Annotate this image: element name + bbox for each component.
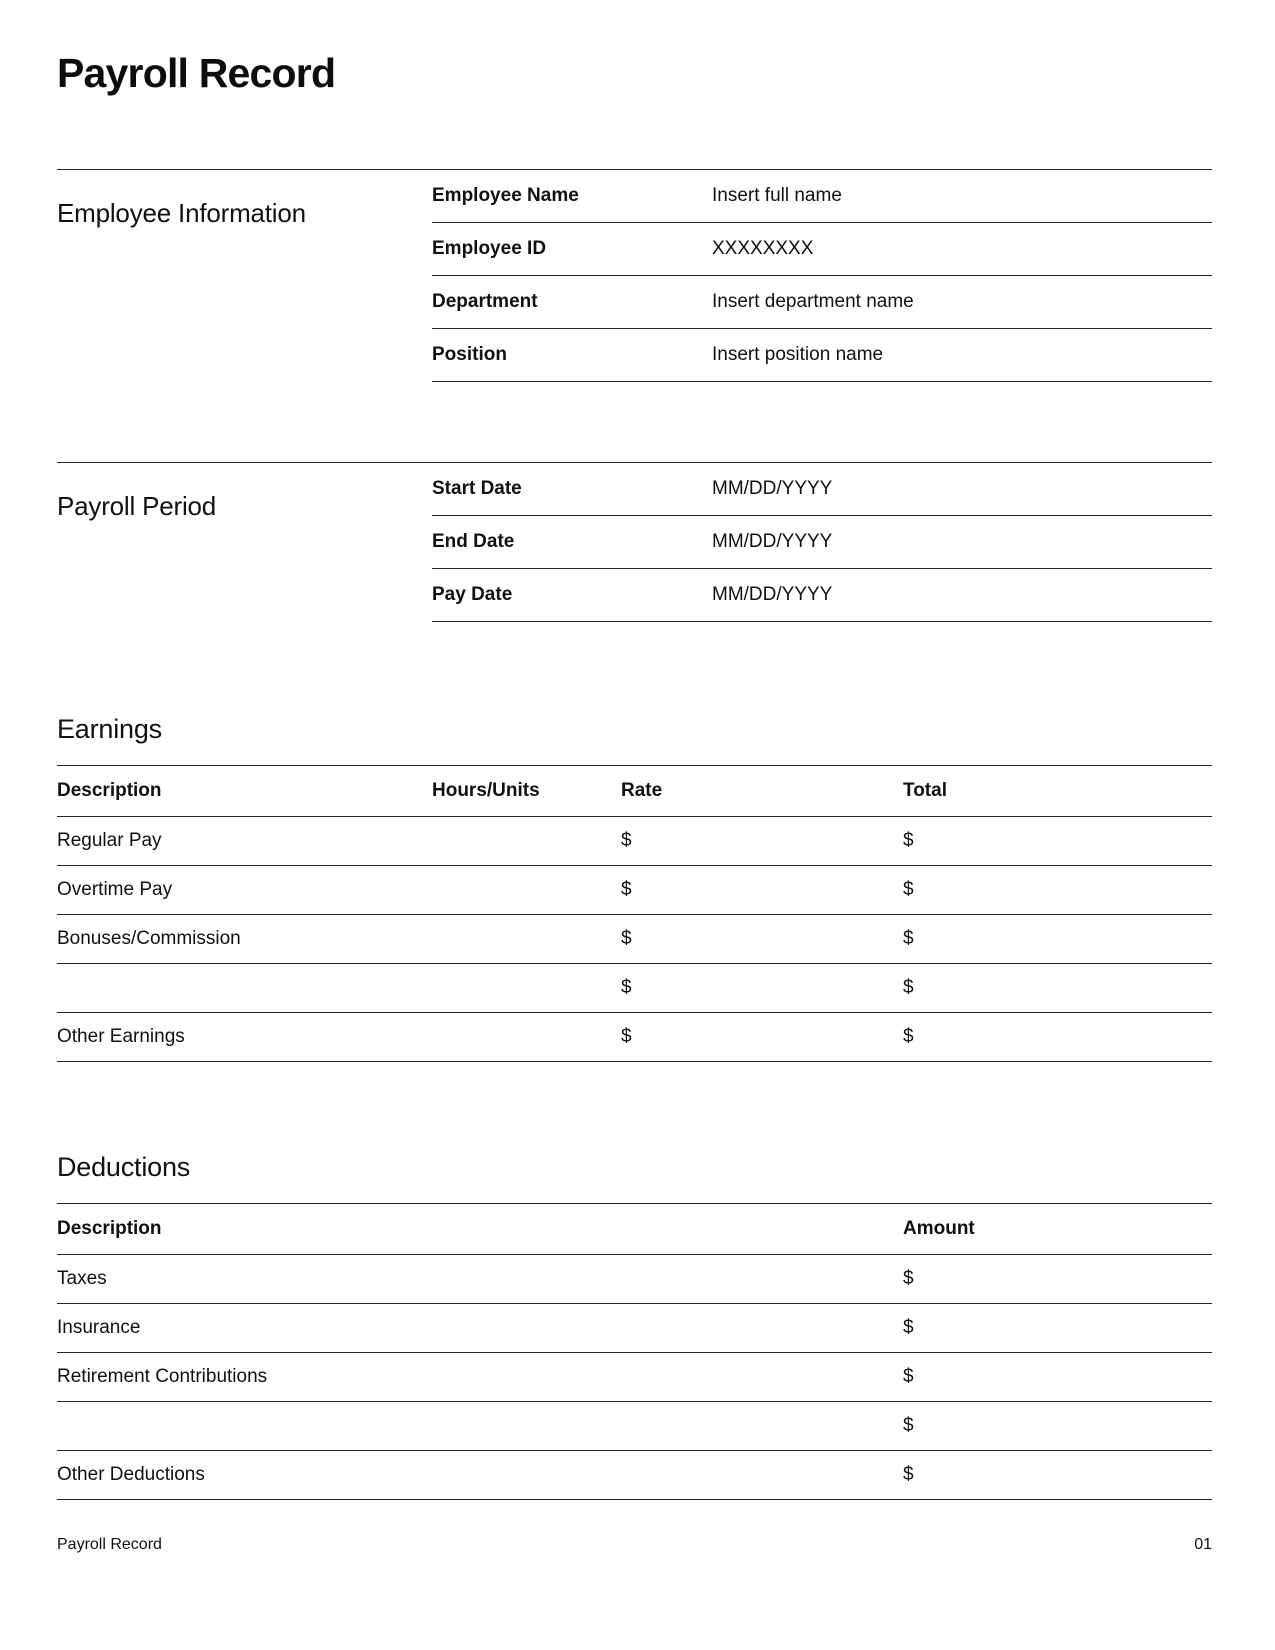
deductions-description: Other Deductions [57,1464,205,1486]
deductions-col-amount: Amount [903,1218,975,1240]
end-date-value: MM/DD/YYYY [712,531,833,553]
deductions-amount: $ [903,1317,914,1339]
field-row-pay-date [432,569,1212,622]
pay-date-label: Pay Date [432,584,513,606]
field-row-department [432,276,1212,329]
earnings-table [57,765,1212,1062]
earnings-title: Earnings [57,714,162,745]
employee-id-value: XXXXXXXX [712,238,814,260]
earnings-row-blank [57,964,1212,1013]
earnings-row-bonuses-commission [57,915,1212,964]
deductions-row-insurance [57,1304,1212,1353]
earnings-description: Other Earnings [57,1026,185,1048]
earnings-description [57,977,432,999]
department-label: Department [432,291,538,313]
earnings-total: $ [903,879,914,901]
footer-document-name: Payroll Record [57,1536,162,1553]
employee-information-section [57,169,1212,382]
earnings-hours-units [432,977,621,999]
pay-date-value: MM/DD/YYYY [712,584,833,606]
earnings-row-regular-pay [57,817,1212,866]
deductions-description [57,1415,903,1437]
earnings-row-overtime-pay [57,866,1212,915]
earnings-rate: $ [621,928,632,950]
earnings-total: $ [903,977,914,999]
department-value: Insert department name [712,291,914,313]
deductions-row-blank [57,1402,1212,1451]
deductions-amount: $ [903,1464,914,1486]
earnings-rate: $ [621,879,632,901]
earnings-col-hours-units: Hours/Units [432,780,540,802]
field-row-end-date [432,516,1212,569]
field-row-employee-name [432,170,1212,223]
employee-id-label: Employee ID [432,238,547,260]
start-date-label: Start Date [432,478,522,500]
deductions-description: Taxes [57,1268,107,1290]
payroll-period-section [57,462,1212,622]
earnings-total: $ [903,1026,914,1048]
payroll-period-fields [432,463,1212,622]
page-title: Payroll Record [57,50,336,96]
end-date-label: End Date [432,531,515,553]
start-date-value: MM/DD/YYYY [712,478,833,500]
earnings-col-total: Total [903,780,947,802]
deductions-table [57,1203,1212,1500]
employee-information-title: Employee Information [57,198,306,229]
earnings-description: Overtime Pay [57,879,173,901]
field-row-position [432,329,1212,382]
footer-page-number: 01 [1194,1536,1212,1553]
earnings-row-other-earnings [57,1013,1212,1062]
earnings-hours-units [432,830,621,852]
earnings-description: Bonuses/Commission [57,928,241,950]
page-footer [57,1536,1212,1554]
deductions-amount: $ [903,1268,914,1290]
earnings-rate: $ [621,1026,632,1048]
deductions-row-other-deductions [57,1451,1212,1500]
earnings-col-description: Description [57,780,162,802]
payroll-period-title: Payroll Period [57,491,217,522]
deductions-header-row [57,1204,1212,1255]
field-row-start-date [432,463,1212,516]
deductions-description: Insurance [57,1317,141,1339]
earnings-rate: $ [621,977,632,999]
deductions-row-taxes [57,1255,1212,1304]
position-value: Insert position name [712,344,884,366]
deductions-row-retirement-contributions [57,1353,1212,1402]
deductions-col-description: Description [57,1218,162,1240]
earnings-hours-units [432,879,621,901]
earnings-hours-units [432,1026,621,1048]
earnings-total: $ [903,830,914,852]
earnings-header-row [57,766,1212,817]
earnings-total: $ [903,928,914,950]
field-row-employee-id [432,223,1212,276]
employee-name-label: Employee Name [432,185,579,207]
earnings-col-rate: Rate [621,780,663,802]
deductions-title: Deductions [57,1152,191,1183]
employee-information-fields [432,170,1212,382]
earnings-rate: $ [621,830,632,852]
position-label: Position [432,344,507,366]
deductions-description: Retirement Contributions [57,1366,268,1388]
employee-name-value: Insert full name [712,185,842,207]
deductions-amount: $ [903,1366,914,1388]
deductions-amount: $ [903,1415,914,1437]
earnings-description: Regular Pay [57,830,162,852]
earnings-hours-units [432,928,621,950]
page-content [57,0,1212,1500]
